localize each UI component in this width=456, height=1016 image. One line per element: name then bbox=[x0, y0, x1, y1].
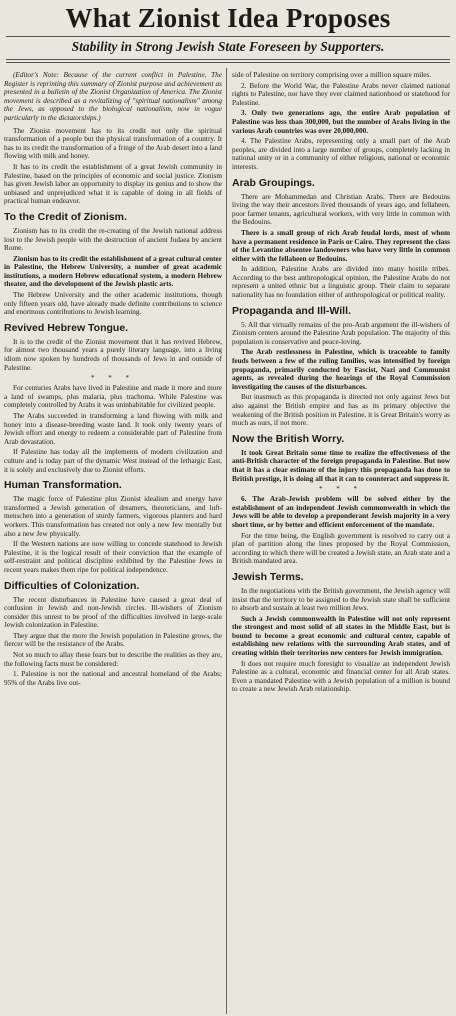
subhead-rule-top bbox=[6, 59, 450, 60]
paragraph: 6. The Arab-Jewish problem will be solved either by the establishment of an independent Jewish commonwealth in which the Jews will be able to develop a preponderant Jewish majority in a very short time, or by better and efficient enforcement of the mandate. bbox=[232, 495, 450, 529]
paragraph: The recent disturbances in Palestine have caused a great deal of confusion in Jewish and non-Jewish circles. Ill-wishers of Zionism consider this unrest to be proof of the difficulties involved in large-scale Jewish colonization in Palestine. bbox=[4, 595, 222, 630]
section-heading-terms: Jewish Terms. bbox=[232, 570, 304, 583]
paragraph: It took Great Britain some time to realize the effectiveness of the anti-British character of the foreign propaganda in Palestine. But now that it has a clear estimate of the injury this propaganda has done to British prestige, it is doing all that it can to counteract and suppress it. bbox=[232, 448, 450, 483]
paragraph: 5. All that virtually remains of the pro-Arab argument the ill-wishers of Zionism centers around the Palestine Arab population. The majority of this population is conservative and peace-loving. bbox=[232, 320, 450, 346]
section-heading-credit: To the Credit of Zionism. bbox=[4, 210, 127, 223]
section-heading-difficulties: Difficulties of Colonization. bbox=[4, 579, 140, 592]
article-subhead: Stability in Strong Jewish State Foreseen by Supporters. bbox=[71, 39, 385, 54]
paragraph: In the negotiations with the British government, the Jewish agency will insist that the territory to be assigned to the Jewish state shall be sufficient to absorb and sustain at least two million Jews. bbox=[232, 586, 450, 613]
paragraph: It has to its credit the establishment of a great Jewish community in Palestine, based on the principles of economic and social justice. Zionism has given Jewish labor an opportunity to display its genius and to show the unbiased and unprejudiced what it is capable of doing in all fields of practical human endeavor. bbox=[4, 162, 222, 206]
paragraph: In addition, Palestine Arabs are divided into many hostile tribes. According to the best anthropological opinion, the Palestine Arabs do not represent a united ethnic but a linguistic group. Their claim to separate nationality has no foundation either of anthropological or political reality. bbox=[232, 265, 450, 300]
section-separator-stars: * * * bbox=[319, 485, 363, 494]
section-heading-groupings: Arab Groupings. bbox=[232, 176, 315, 189]
headline-rule bbox=[6, 36, 450, 37]
paragraph: For the time being, the English government is resolved to carry out a plan of partition along the lines proposed by the Royal Commission, according to which there will be created a Jewish state, an Arab state and a British mandated area. bbox=[232, 531, 450, 566]
paragraph: 2. Before the World War, the Palestine Arabs never claimed national rights to Palestine, nor have they ever claimed nationhood or statehood for Palestine. bbox=[232, 81, 450, 107]
section-heading-human: Human Transformation. bbox=[4, 479, 122, 492]
paragraph: Zionism has to its credit the re-creating of the Jewish national address lost to the Jewish people with the destruction of ancient Judaea by ancient Rome. bbox=[4, 226, 222, 253]
right-column bbox=[232, 71, 450, 1014]
paragraph: The Hebrew University and the other academic institutions, though only fifteen years old, have already made definite contributions to science and enormous contributions to Jewish learning. bbox=[4, 291, 222, 317]
paragraph: Such a Jewish commonwealth in Palestine will not only represent the strongest and most solid of all states in the Middle East, but is bound to become a great economic and cultural center, capable of establishing new relations with the surrounding Arab states, and of creating within their territories new centers for Jewish immigration. bbox=[232, 614, 450, 658]
paragraph: The magic force of Palestine plus Zionist idealism and energy have transformed a Jewish generation of dreamers, theoreticians, and luft-menschen into a generation of sturdy farmers, vigorous planters and hard workers. This transformation has created not only a new Jew mentally but also a new Jew physically. bbox=[4, 495, 222, 538]
paragraph: 1. Palestine is not the national and ancestral homeland of the Arabs; 95% of the Arabs live out- bbox=[4, 670, 222, 687]
section-separator-stars: * * * bbox=[91, 374, 135, 383]
subhead-rule-bottom bbox=[6, 62, 450, 63]
column-divider bbox=[226, 68, 227, 1014]
section-heading-propaganda: Propaganda and Ill-Will. bbox=[232, 304, 351, 317]
paragraph: Zionism has to its credit the establishment of a great cultural center in Palestine, the Hebrew University, a number of great academic institutions, a modern Hebrew educational system, a modern Hebrew theater, and the development of the Jewish plastic arts. bbox=[4, 254, 222, 289]
section-heading-worry: Now the British Worry. bbox=[232, 432, 345, 445]
paragraph: They argue that the more the Jewish population in Palestine grows, the fiercer will be the resistance of the Arabs. bbox=[4, 631, 222, 649]
paragraph: 4. The Palestine Arabs, representing only a small part of the Arab peoples, are divided into a large number of groups, completely lacking in national unity or in a community of either religious, national or economic interests. bbox=[232, 137, 450, 171]
paragraph: Not so much to allay these fears but to describe the realities as they are, the following facts must be considered: bbox=[4, 651, 222, 668]
section-heading-hebrew: Revived Hebrew Tongue. bbox=[4, 321, 129, 334]
paragraph: But inasmuch as this propaganda is directed not only against Jews but also against the British empire and has as its primary objective the weakening of the British position in Palestine, it is Great Britain's worry as much as ours, if not more. bbox=[232, 393, 450, 428]
paragraph: If the Western nations are now willing to concede statehood to Jewish Palestine, it is the logical result of their conviction that the example of self-restraint and political discipline exhibited by the Palestine Jews in recent years makes them ripe for political independence. bbox=[4, 540, 222, 574]
paragraph: The Zionist movement has to its credit not only the spiritual transformation of a people but the physical transformation of a country. It has to its credit the transformation of a fringe of the Arab desert into a land flowing with milk and honey. bbox=[4, 126, 222, 161]
paragraph: For centuries Arabs have lived in Palestine and made it more and more a land of swamps, plus malaria, plus trachoma. While Palestine was completely controlled by Arabs it was uninhabitable for civilized people. bbox=[4, 384, 222, 410]
paragraph: There are Mohammedan and Christian Arabs. There are Bedouins living the way their ancestors lived thousands of years ago, and fellaheen, poor farmer tenants, agricultural workers, with very little in common with the Bedouins. bbox=[232, 192, 450, 227]
paragraph: It does not require much foresight to visualize an independent Jewish Palestine as a cultural, economic and financial center for all Arab states. Even a mandated Palestine with a Jewish population of a million is bound to create a new Jewish Arab relationship. bbox=[232, 659, 450, 694]
editors-note: (Editor's Note: Because of the current conflict in Palestine, The Register is reprinting this summary of Zionist purpose and achievement as presented in a bulletin of the Zionist Organization of America. The Zionist movement is described as a revitalizing of "spiritual nationalism" among the Jews, as opposed to the biological nationalism, now in vogue particularly in the dictatorships.) bbox=[4, 71, 222, 122]
paragraph: There is a small group of rich Arab feudal lords, most of whom have a permanent residence in Paris or Cairo. They represent the class of the Levantine absentee landowners who have very little in common either with the fellaheen or Bedouins. bbox=[232, 228, 450, 263]
paragraph: side of Palestine on territory comprising over a million square miles. bbox=[232, 71, 432, 79]
paragraph: It is to the credit of the Zionist movement that it has revived Hebrew, for almost two thousand years a purely literary language, into a living idiom now spoken by hundreds of thousands of Jews in and outside of Palestine. bbox=[4, 337, 222, 372]
left-column bbox=[4, 71, 222, 1014]
paragraph: If Palestine has today all the implements of modern civilization and culture and is today part of the dynamic West instead of the lethargic East, it is solely and exclusively due to Zionist efforts. bbox=[4, 448, 222, 474]
paragraph: 3. Only two generations ago, the entire Arab population of Palestine was less than 300,000, but the number of Arabs living in the various Arab countries was over 20,000,000. bbox=[232, 109, 450, 135]
article-headline: What Zionist Idea Proposes bbox=[65, 3, 391, 33]
paragraph: The Arab restlessness in Palestine, which is traceable to family feuds between a few of the ruling families, was intensified by foreign propaganda, primarily conducted by Fascist, Nazi and Communist agents, as revealed during the hearings of the Royal Commission investigating the causes of the disturbances. bbox=[232, 348, 450, 391]
paragraph: The Arabs succeeded in transforming a land flowing with milk and honey into a disease-breeding waste land. It took only twenty years of Jewish effort and energy to redeem a considerable part of Palestine from Arab devastation. bbox=[4, 412, 222, 446]
